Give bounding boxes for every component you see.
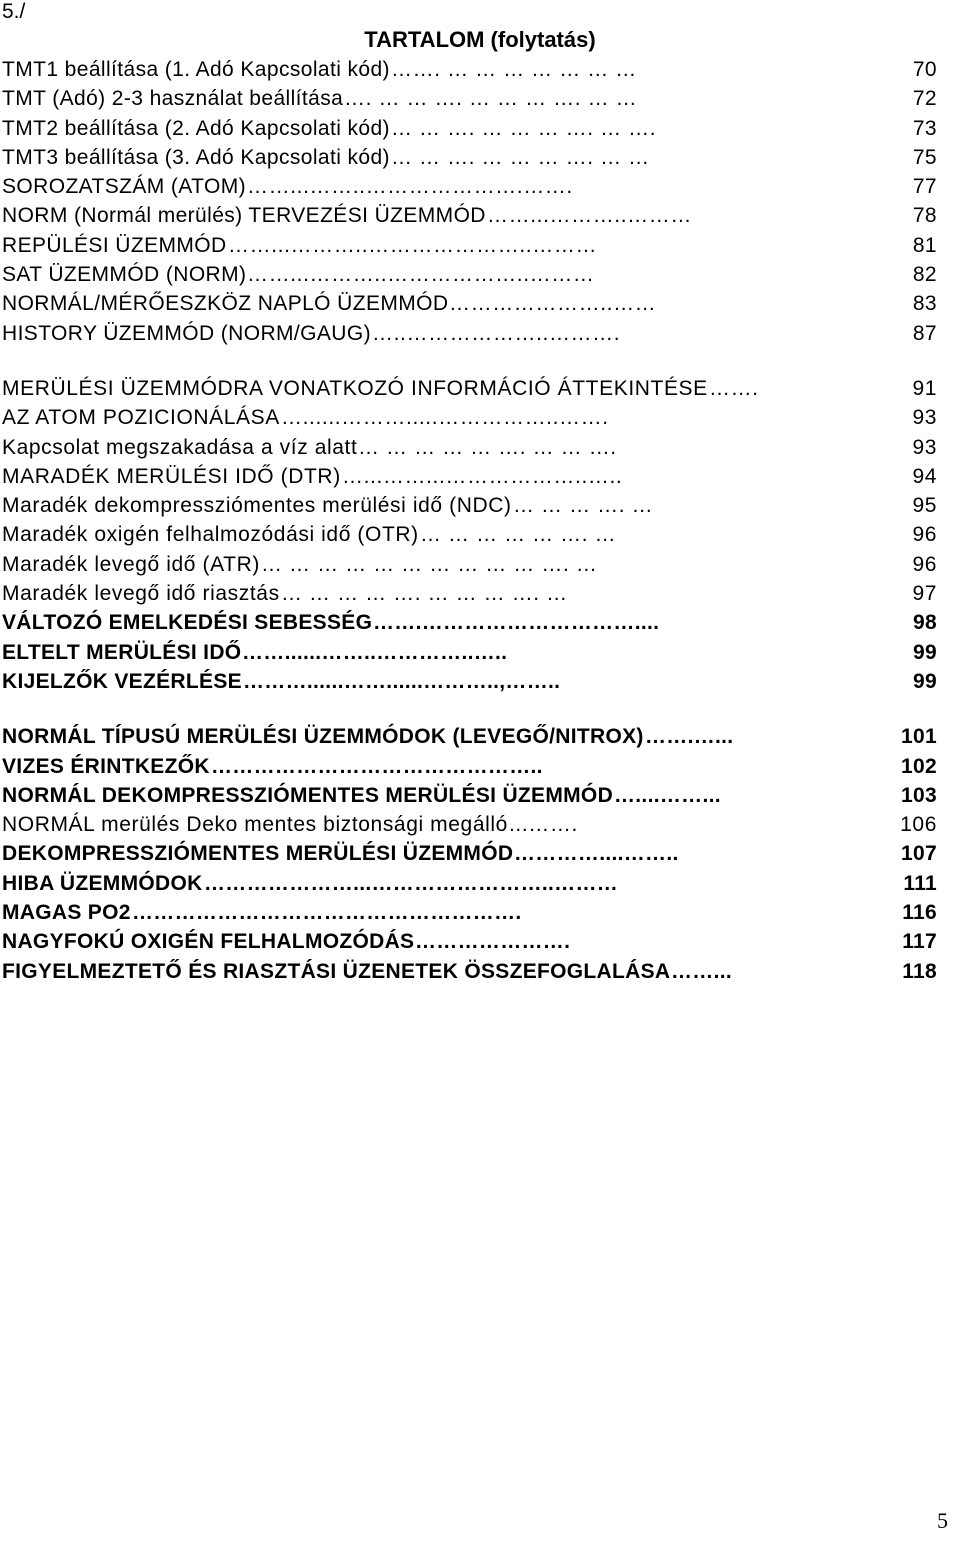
toc-group [2, 722, 937, 986]
toc-entry-page-number: 99 [913, 640, 937, 664]
toc-entry[interactable] [2, 319, 937, 348]
toc-group [2, 55, 937, 348]
toc-entry-page-number: 82 [912, 263, 937, 287]
toc-entry[interactable] [2, 810, 937, 839]
toc-entry-leader: … … …. … … … …. … …. [391, 116, 657, 140]
toc-entry-title: Maradék levegő idő (ATR) [2, 552, 260, 576]
toc-entry-leader: …. … … …. … … … …. … … [344, 87, 638, 111]
toc-entry[interactable] [2, 289, 937, 318]
toc-entry-title: HISTORY ÜZEMMÓD (NORM/GAUG) [2, 321, 371, 345]
toc-entry[interactable] [2, 722, 937, 751]
toc-entry-title: MARADÉK MERÜLÉSI IDŐ (DTR) [2, 464, 341, 488]
toc-entry[interactable] [2, 579, 937, 608]
table-of-contents [2, 55, 937, 986]
toc-entry-leader: … … … … … … … … … … …. … [261, 552, 598, 576]
toc-entry-page-number: 107 [901, 842, 937, 866]
toc-entry-title: ELTELT MERÜLÉSI IDŐ [2, 640, 242, 664]
toc-entry-leader: ……...………..………………..……… [247, 263, 595, 287]
toc-entry-page-number: 102 [901, 754, 937, 778]
toc-entry-page-number: 106 [900, 813, 937, 837]
toc-entry-title: TMT2 beállítása (2. Adó Kapcsolati kód) [2, 116, 390, 140]
toc-entry-page-number: 91 [912, 376, 937, 400]
toc-entry-page-number: 101 [901, 725, 937, 749]
toc-entry-title: DEKOMPRESSZIÓMENTES MERÜLÉSI ÜZEMMÓD [2, 842, 514, 866]
toc-entry-leader: ………………………………………………. [132, 901, 522, 925]
toc-entry-leader: …………………. [415, 930, 571, 954]
toc-entry-leader: ……......……..…………..….. [242, 640, 508, 664]
toc-entry-leader: ……………………………………….. [211, 754, 543, 778]
toc-entry[interactable] [2, 403, 937, 432]
toc-entry-leader: ……... [671, 959, 733, 983]
toc-entry-page-number: 116 [902, 901, 937, 925]
toc-entry-page-number: 83 [912, 292, 937, 316]
toc-entry-leader: …..………………..………. [372, 321, 621, 345]
toc-entry-page-number: 81 [912, 233, 937, 257]
toc-entry-title: NORMÁL DEKOMPRESSZIÓMENTES MERÜLÉSI ÜZEMMÓD [2, 783, 614, 807]
toc-entry-title: NORMÁL/MÉRŐESZKÖZ NAPLÓ ÜZEMMÓD [2, 292, 449, 316]
toc-entry-page-number: 118 [902, 959, 937, 983]
toc-entry-page-number: 103 [901, 783, 937, 807]
toc-entry[interactable] [2, 927, 937, 956]
toc-entry-title: FIGYELMEZTETŐ ÉS RIASZTÁSI ÜZENETEK ÖSSZEFOGLALÁSA [2, 959, 671, 983]
toc-entry-title: HIBA ÜZEMMÓDOK [2, 871, 203, 895]
toc-entry[interactable] [2, 462, 937, 491]
toc-entry-title: KIJELZŐK VEZÉRLÉSE [2, 669, 242, 693]
toc-entry[interactable] [2, 839, 937, 868]
toc-entry[interactable] [2, 55, 937, 84]
toc-entry-title: Maradék dekompressziómentes merülési idő (NDC) [2, 494, 512, 518]
toc-entry[interactable] [2, 898, 937, 927]
toc-entry-leader: …….…... [645, 725, 734, 749]
toc-entry-page-number: 96 [912, 552, 937, 576]
toc-entry[interactable] [2, 608, 937, 637]
toc-entry[interactable] [2, 260, 937, 289]
toc-entry-title: Kapcsolat megszakadása a víz alatt [2, 435, 358, 459]
section-label: 5./ [2, 0, 26, 23]
toc-entry-page-number: 111 [903, 871, 937, 895]
toc-entry-title: SAT ÜZEMMÓD (NORM) [2, 263, 247, 287]
toc-entry[interactable] [2, 550, 937, 579]
toc-entry-title: Maradék oxigén felhalmozódási idő (OTR) [2, 523, 419, 547]
toc-entry-leader: ……...………..…………………..……… [228, 233, 598, 257]
toc-entry-page-number: 94 [912, 464, 937, 488]
toc-entry[interactable] [2, 957, 937, 986]
toc-entry[interactable] [2, 374, 937, 403]
toc-entry-page-number: 78 [912, 204, 937, 228]
toc-entry-title: AZ ATOM POZICIONÁLÁSA [2, 406, 280, 430]
toc-entry-page-number: 77 [912, 175, 937, 199]
toc-entry-leader: ……. … … … … … … … [391, 58, 637, 81]
toc-entry[interactable] [2, 869, 937, 898]
toc-entry-title: MAGAS PO2 [2, 901, 131, 925]
toc-entry-page-number: 117 [902, 930, 937, 954]
toc-entry-page-number: 72 [912, 87, 937, 111]
toc-entry-leader: …………………..…… [449, 292, 657, 316]
toc-entry-title: MERÜLÉSI ÜZEMMÓDRA VONATKOZÓ INFORMÁCIÓ ÁTTEKINTÉSE [2, 376, 708, 400]
toc-entry[interactable] [2, 638, 937, 667]
toc-entry[interactable] [2, 752, 937, 781]
toc-entry-title: NORMÁL merülés Deko mentes biztonsági megálló [2, 813, 508, 837]
toc-entry-leader: …......……….....……………..……. [281, 406, 609, 430]
toc-entry-page-number: 99 [913, 669, 937, 693]
toc-entry-leader: … … … … …. … … … …. … [281, 582, 568, 606]
toc-entry[interactable] [2, 84, 937, 113]
toc-entry-page-number: 95 [912, 494, 937, 518]
toc-group [2, 374, 937, 696]
toc-entry-title: SOROZATSZÁM (ATOM) [2, 175, 247, 199]
toc-entry-title: Maradék levegő idő riasztás [2, 582, 280, 606]
toc-entry-page-number: 75 [912, 145, 937, 169]
toc-entry-leader: … … … … … …. … [420, 523, 617, 547]
toc-entry[interactable] [2, 781, 937, 810]
toc-entry-leader: …………………...……………………..……… [204, 871, 619, 895]
toc-entry[interactable] [2, 491, 937, 520]
footer-page-number: 5 [937, 1508, 948, 1533]
toc-entry[interactable] [2, 231, 937, 260]
toc-entry-leader: … … …. … … … …. … … [391, 145, 650, 169]
toc-entry-leader: ……...……..………………….……. [247, 175, 573, 199]
toc-entry[interactable] [2, 667, 937, 696]
toc-entry-leader: …………....…….. [514, 842, 679, 866]
toc-entry-leader: …...……...………………..….. [342, 464, 623, 488]
toc-entry-page-number: 87 [912, 321, 937, 345]
toc-entry-leader: ……...………..……… [487, 204, 692, 228]
toc-entry-title: TMT3 beállítása (3. Adó Kapcsolati kód) [2, 145, 390, 169]
toc-entry-title: NORM (Normál merülés) TERVEZÉSI ÜZEMMÓD [2, 204, 486, 228]
toc-entry-page-number: 96 [912, 523, 937, 547]
toc-entry-title: VIZES ÉRINTKEZŐK [2, 754, 210, 778]
toc-entry[interactable] [2, 172, 937, 201]
toc-entry-leader: … … … …. … [513, 494, 654, 518]
toc-entry[interactable] [2, 520, 937, 549]
toc-entry-page-number: 93 [912, 406, 937, 430]
toc-entry-leader: ………......……......………..,…….. [243, 669, 561, 693]
toc-entry-title: TMT (Adó) 2-3 használat beállítása [2, 87, 344, 111]
toc-entry-title: NAGYFOKÚ OXIGÉN FELHALMOZÓDÁS [2, 930, 415, 954]
toc-entry-leader: …....……... [614, 783, 721, 807]
toc-entry[interactable] [2, 433, 937, 462]
toc-entry-leader: …….………………………….... [373, 611, 660, 635]
toc-entry[interactable] [2, 143, 937, 172]
toc-entry-title: VÁLTOZÓ EMELKEDÉSI SEBESSÉG [2, 611, 373, 635]
page-title: TARTALOM (folytatás) [364, 27, 596, 52]
toc-entry[interactable] [2, 201, 937, 230]
toc-entry-page-number: 73 [912, 116, 937, 140]
toc-entry-leader: ...……. [509, 813, 578, 837]
toc-entry-title: REPÜLÉSI ÜZEMMÓD [2, 233, 227, 257]
toc-entry-page-number: 97 [912, 582, 937, 606]
toc-entry-leader: … … … … … …. … … …. [358, 435, 617, 459]
toc-entry-page-number: 98 [913, 611, 937, 635]
toc-entry-title: NORMÁL TÍPUSÚ MERÜLÉSI ÜZEMMÓDOK (LEVEGŐ/NITROX) [2, 725, 644, 749]
toc-entry-page-number: 70 [912, 58, 937, 81]
toc-entry-title: TMT1 beállítása (1. Adó Kapcsolati kód) [2, 58, 390, 81]
toc-entry[interactable] [2, 114, 937, 143]
toc-entry-leader: ……. [709, 376, 759, 400]
toc-entry-page-number: 93 [912, 435, 937, 459]
